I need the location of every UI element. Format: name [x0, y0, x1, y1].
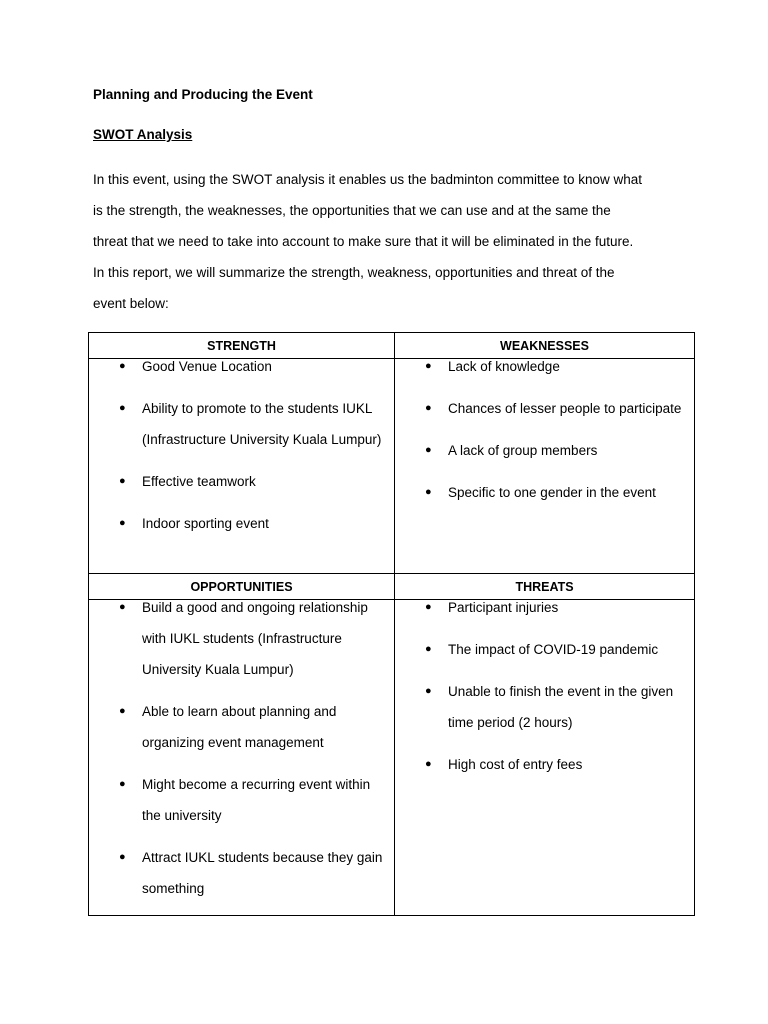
list-item: ● A lack of group members	[395, 435, 694, 466]
bullet-icon: ●	[119, 705, 126, 717]
bullet-icon: ●	[425, 758, 432, 770]
bullet-icon: ●	[425, 360, 432, 372]
intro-line: event below:	[93, 296, 169, 311]
strength-header: STRENGTH	[89, 333, 395, 359]
bullet-icon: ●	[425, 402, 432, 414]
opportunities-cell	[89, 600, 395, 916]
weaknesses-cell	[395, 359, 695, 574]
strength-cell	[89, 359, 395, 574]
threats-list	[395, 592, 694, 780]
opportunities-header: OPPORTUNITIES	[89, 574, 395, 600]
bullet-icon: ●	[425, 643, 432, 655]
intro-line: In this event, using the SWOT analysis it enables us the badminton committee to know what	[93, 172, 643, 187]
list-item: ● Specific to one gender in the event	[395, 477, 694, 508]
bullet-icon: ●	[425, 486, 432, 498]
swot-content-row	[89, 600, 695, 916]
threats-cell	[395, 600, 695, 916]
list-item: ● Build a good and ongoing relationship with IUKL students (Infrastructure University Kuala Lumpur)	[89, 592, 394, 685]
swot-table	[88, 332, 695, 916]
list-item: ● Lack of knowledge	[395, 351, 694, 382]
bullet-icon: ●	[119, 851, 126, 863]
bullet-icon: ●	[119, 402, 126, 414]
list-item: ● Effective teamwork	[89, 466, 394, 497]
bullet-icon: ●	[119, 360, 126, 372]
list-item: ● The impact of COVID-19 pandemic	[395, 634, 694, 665]
weaknesses-list	[395, 351, 694, 508]
intro-paragraph	[93, 164, 693, 319]
bullet-icon: ●	[119, 778, 126, 790]
section-subtitle: SWOT Analysis	[93, 127, 193, 142]
opportunities-list	[89, 592, 394, 904]
strength-list	[89, 351, 394, 539]
bullet-icon: ●	[119, 475, 126, 487]
list-item: ● Indoor sporting event	[89, 508, 394, 539]
list-item: ● Able to learn about planning and organizing event management	[89, 696, 394, 758]
list-item: ● Might become a recurring event within the university	[89, 769, 394, 831]
bullet-icon: ●	[425, 601, 432, 613]
threats-header: THREATS	[395, 574, 695, 600]
bullet-icon: ●	[119, 601, 126, 613]
bullet-icon: ●	[425, 444, 432, 456]
section-title: Planning and Producing the Event	[93, 87, 313, 102]
list-item: ● High cost of entry fees	[395, 749, 694, 780]
intro-line: threat that we need to take into account to make sure that it will be eliminated in the future.	[93, 234, 634, 249]
intro-line: In this report, we will summarize the strength, weakness, opportunities and threat of the	[93, 265, 615, 280]
list-item: ● Ability to promote to the students IUKL (Infrastructure University Kuala Lumpur)	[89, 393, 394, 455]
swot-content-row	[89, 359, 695, 574]
list-item: ● Good Venue Location	[89, 351, 394, 382]
intro-line: is the strength, the weaknesses, the opportunities that we can use and at the same the	[93, 203, 611, 218]
list-item: ● Unable to finish the event in the given time period (2 hours)	[395, 676, 694, 738]
list-item: ● Chances of lesser people to participate	[395, 393, 694, 424]
list-item: ● Participant injuries	[395, 592, 694, 623]
list-item: ● Attract IUKL students because they gain something	[89, 842, 394, 904]
bullet-icon: ●	[425, 685, 432, 697]
bullet-icon: ●	[119, 517, 126, 529]
weaknesses-header: WEAKNESSES	[395, 333, 695, 359]
